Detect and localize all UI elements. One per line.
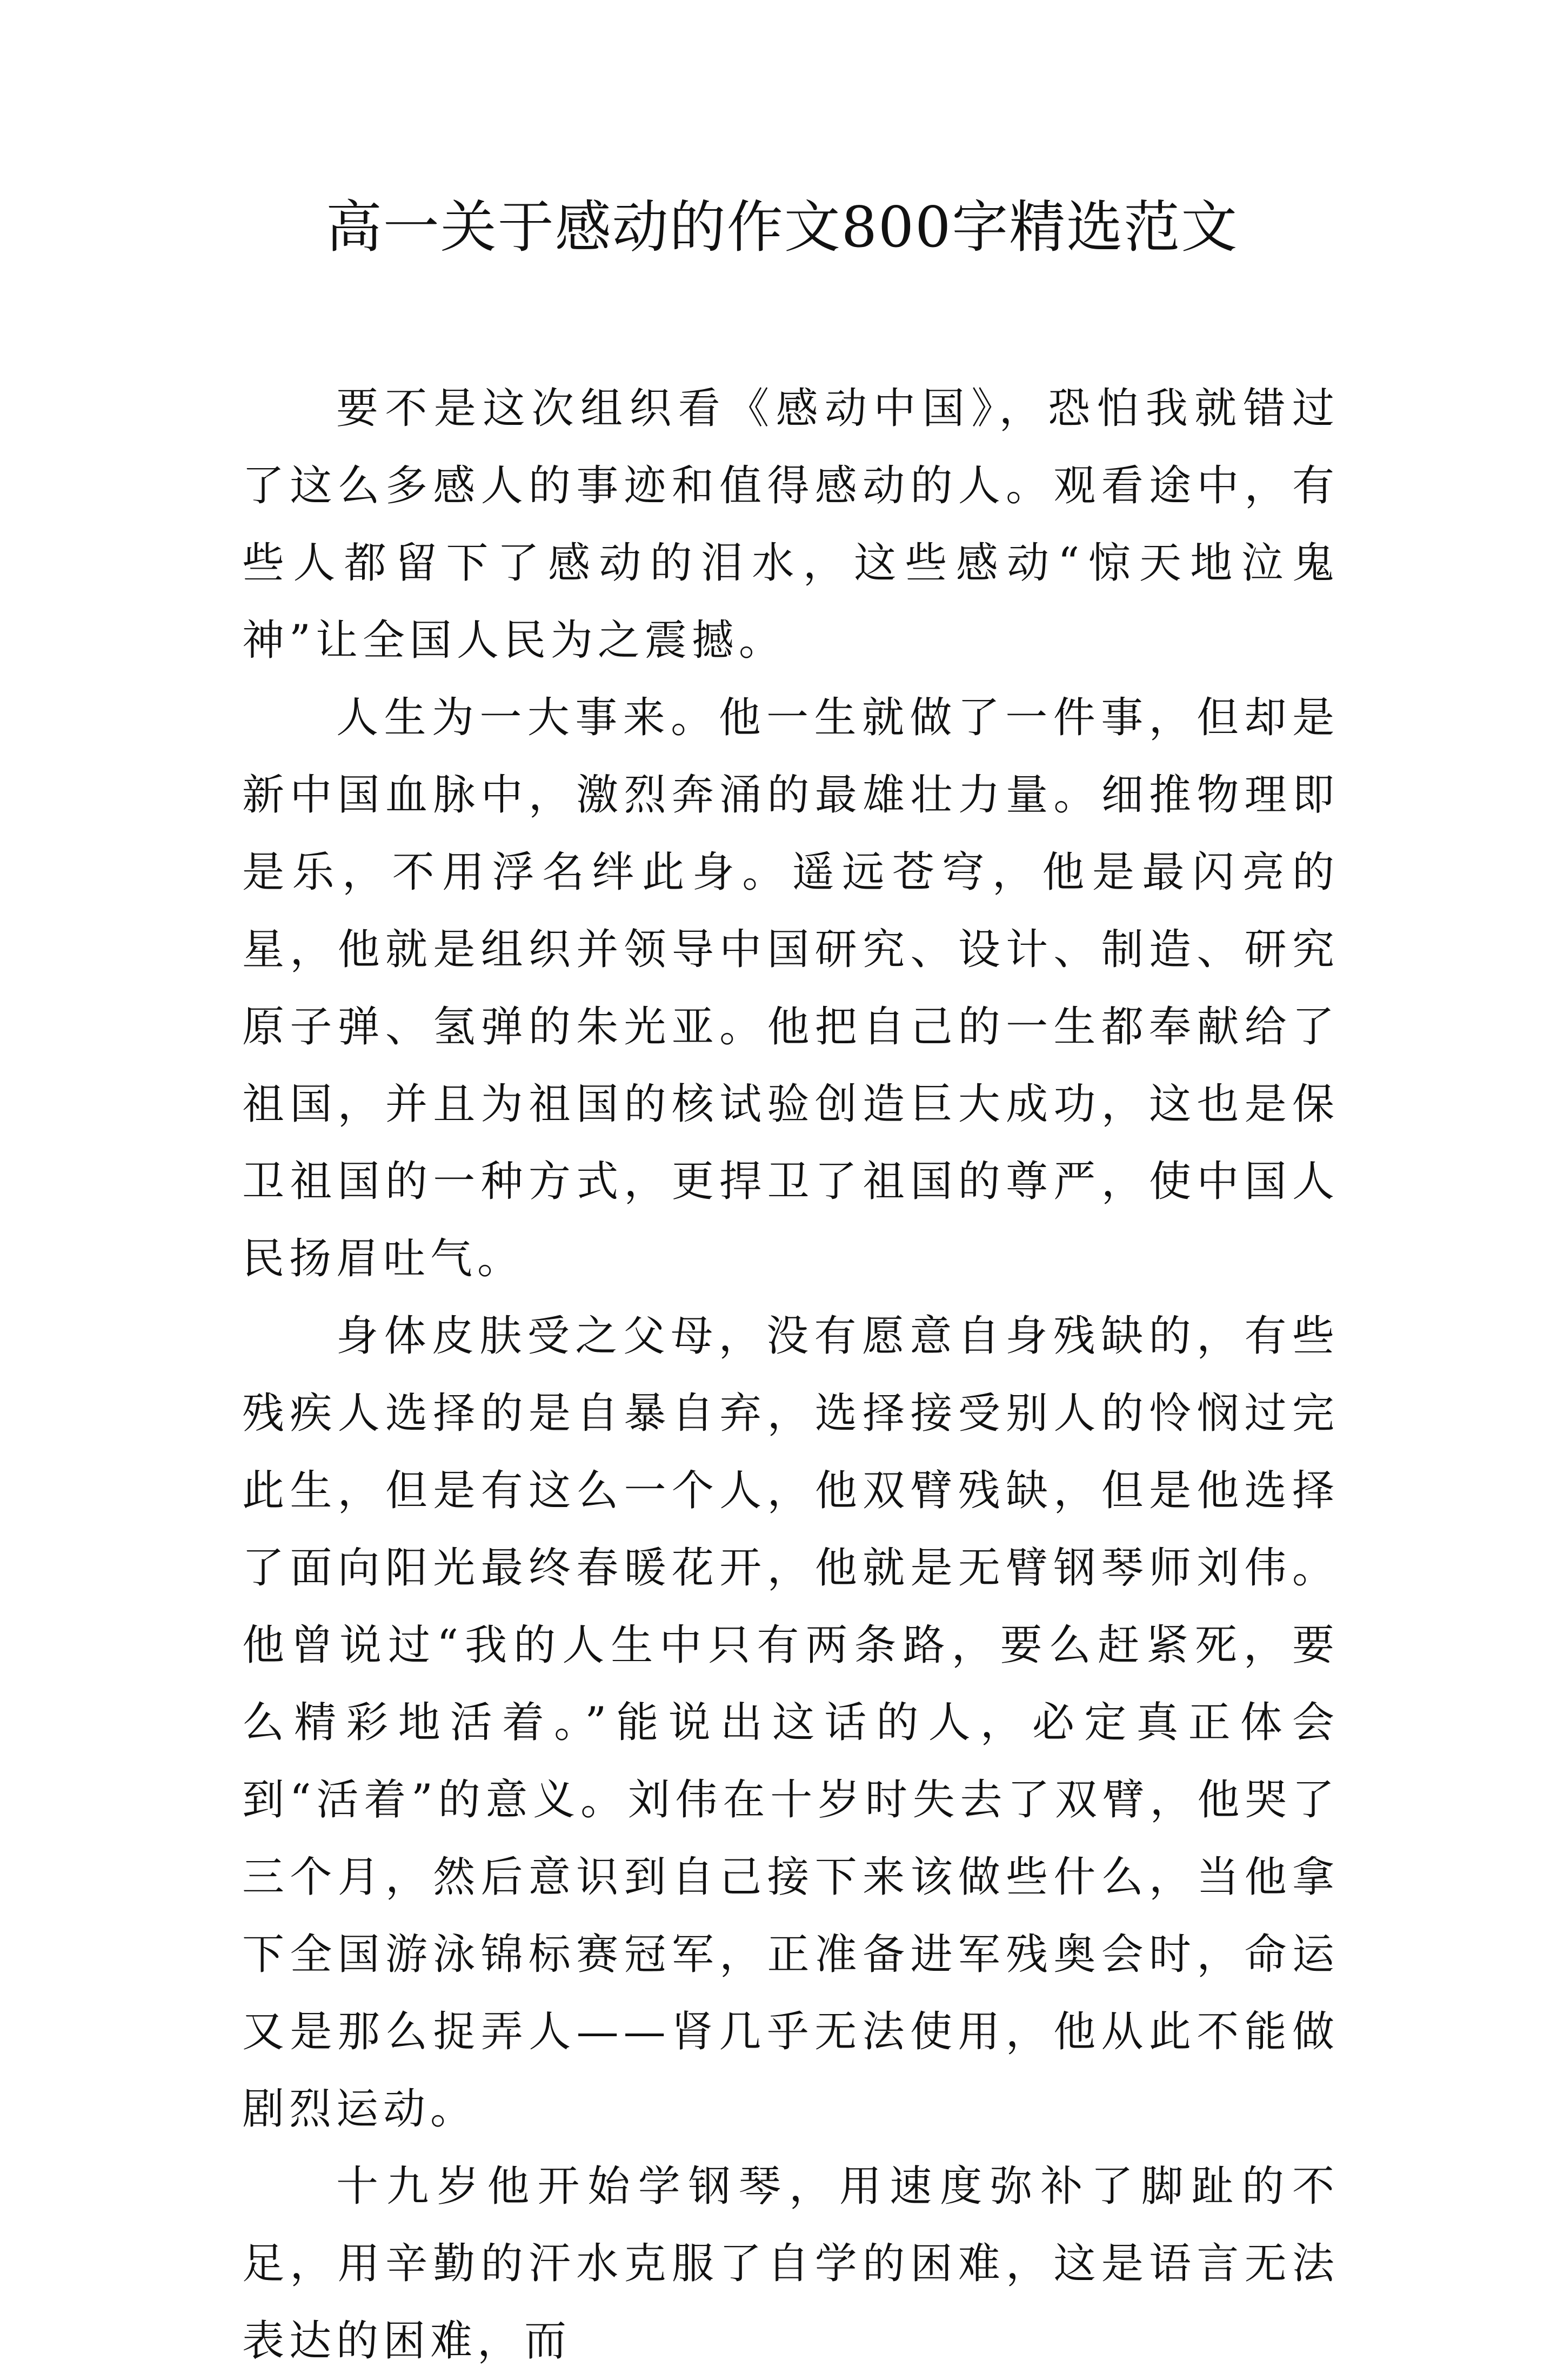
paragraph-4: 十九岁他开始学钢琴，用速度弥补了脚趾的不足，用辛勤的汗水克服了自学的困难，这是语言无法表达的困难，而 [242, 2162, 1339, 2365]
document-body [242, 370, 1339, 2380]
paragraph-3: 身体皮肤受之父母，没有愿意自身残缺的，有些残疾人选择的是自暴自弃，选择接受别人的怜悯过完此生，但是有这么一个人，他双臂残缺，但是他选择了面向阳光最终春暖花开，他就是无臂钢琴师刘伟。他曾说过“我的人生中只有两条路，要么赶紧死，要么精彩地活着。”能说出这话的人，必定真正体会到“活着”的意义。刘伟在十岁时失去了双臂，他哭了三个月，然后意识到自己接下来该做些什么，当他拿下全国游泳锦标赛冠军，正准备进军残奥会时，命运又是那么捉弄人——肾几乎无法使用，他从此不能做剧烈运动。 [242, 1312, 1339, 2134]
paragraph-2: 人生为一大事来。他一生就做了一件事，但却是新中国血脉中，激烈奔涌的最雄壮力量。细推物理即是乐，不用浮名绊此身。遥远苍穹，他是最闪亮的星，他就是组织并领导中国研究、设计、制造、研究原子弹、氢弹的朱光亚。他把自己的一生都奉献给了祖国，并且为祖国的核试验创造巨大成功，这也是保卫祖国的一种方式，更捍卫了祖国的尊严，使中国人民扬眉吐气。 [242, 694, 1339, 1283]
document-title: 高一关于感动的作文800字精选范文 [325, 194, 1239, 260]
paragraph-1: 要不是这次组织看《感动中国》，恐怕我就错过了这么多感人的事迹和值得感动的人。观看途中，有些人都留下了感动的泪水，这些感动“惊天地泣鬼神”让全国人民为之震撼。 [242, 384, 1339, 665]
